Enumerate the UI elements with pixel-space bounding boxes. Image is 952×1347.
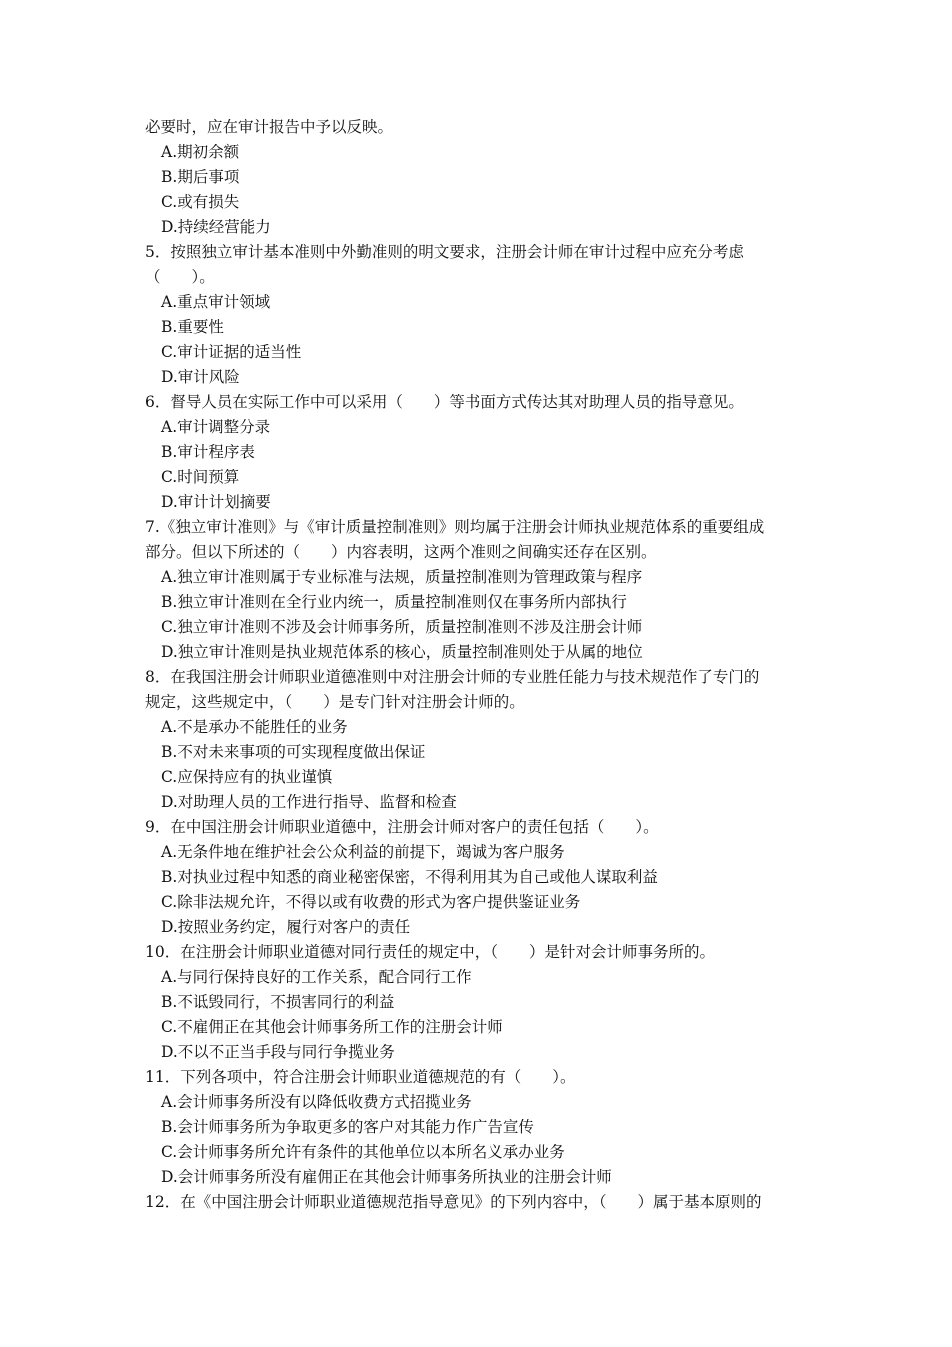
answer-option: C.会计师事务所允许有条件的其他单位以本所名义承办业务 <box>161 1143 565 1161</box>
answer-option: B.审计程序表 <box>161 443 255 461</box>
question-text: 5．按照独立审计基本准则中外勤准则的明文要求，注册会计师在审计过程中应充分考虑 <box>145 243 744 261</box>
answer-option: D.不以不正当手段与同行争揽业务 <box>161 1043 395 1061</box>
answer-option: D.审计风险 <box>161 368 240 386</box>
answer-option: C.不雇佣正在其他会计师事务所工作的注册会计师 <box>161 1018 503 1036</box>
answer-option: B.重要性 <box>161 318 224 336</box>
answer-option: B.不诋毁同行，不损害同行的利益 <box>161 993 395 1011</box>
answer-option: D.对助理人员的工作进行指导、监督和检查 <box>161 793 457 811</box>
answer-option: D.审计计划摘要 <box>161 493 271 511</box>
answer-option: A.不是承办不能胜任的业务 <box>161 718 348 736</box>
answer-option: D.独立审计准则是执业规范体系的核心，质量控制准则处于从属的地位 <box>161 643 643 661</box>
question-text: 9．在中国注册会计师职业道德中，注册会计师对客户的责任包括（ ）。 <box>145 818 659 836</box>
answer-option: B.期后事项 <box>161 168 240 186</box>
answer-option: C.或有损失 <box>161 193 240 211</box>
answer-option: B.对执业过程中知悉的商业秘密保密，不得利用其为自己或他人谋取利益 <box>161 868 658 886</box>
answer-option: C.应保持应有的执业谨慎 <box>161 768 333 786</box>
question-text: （ ）。 <box>145 268 215 286</box>
answer-option: D.持续经营能力 <box>161 218 271 236</box>
answer-option: A.审计调整分录 <box>161 418 271 436</box>
answer-option: A.无条件地在维护社会公众利益的前提下，竭诚为客户服务 <box>161 843 565 861</box>
answer-option: D.按照业务约定，履行对客户的责任 <box>161 918 411 936</box>
answer-option: A.独立审计准则属于专业标准与法规，质量控制准则为管理政策与程序 <box>161 568 643 586</box>
question-text: 8．在我国注册会计师职业道德准则中对注册会计师的专业胜任能力与技术规范作了专门的 <box>145 668 760 686</box>
question-text: 必要时，应在审计报告中予以反映。 <box>145 118 394 136</box>
answer-option: C.除非法规允许，不得以或有收费的形式为客户提供鉴证业务 <box>161 893 581 911</box>
question-text: 10．在注册会计师职业道德对同行责任的规定中，（ ）是针对会计师事务所的。 <box>145 943 715 961</box>
answer-option: C.独立审计准则不涉及会计师事务所，质量控制准则不涉及注册会计师 <box>161 618 643 636</box>
question-text: 12．在《中国注册会计师职业道德规范指导意见》的下列内容中，（ ）属于基本原则的 <box>145 1193 762 1211</box>
question-text: 规定，这些规定中，（ ）是专门针对注册会计师的。 <box>145 693 525 711</box>
answer-option: A.会计师事务所没有以降低收费方式招揽业务 <box>161 1093 472 1111</box>
answer-option: B.独立审计准则在全行业内统一，质量控制准则仅在事务所内部执行 <box>161 593 627 611</box>
answer-option: B.不对未来事项的可实现程度做出保证 <box>161 743 426 761</box>
answer-option: A.期初余额 <box>161 143 240 161</box>
answer-option: B.会计师事务所为争取更多的客户对其能力作广告宣传 <box>161 1118 534 1136</box>
answer-option: D.会计师事务所没有雇佣正在其他会计师事务所执业的注册会计师 <box>161 1168 612 1186</box>
question-text: 11．下列各项中，符合注册会计师职业道德规范的有（ ）。 <box>145 1068 576 1086</box>
question-text: 部分。但以下所述的（ ）内容表明，这两个准则之间确实还存在区别。 <box>145 543 657 561</box>
answer-option: C.时间预算 <box>161 468 240 486</box>
answer-option: C.审计证据的适当性 <box>161 343 302 361</box>
question-text: 7.《独立审计准则》与《审计质量控制准则》则均属于注册会计师执业规范体系的重要组成 <box>145 518 765 536</box>
answer-option: A.与同行保持良好的工作关系，配合同行工作 <box>161 968 472 986</box>
question-list <box>145 115 825 1215</box>
answer-option: A.重点审计领域 <box>161 293 271 311</box>
question-text: 6．督导人员在实际工作中可以采用（ ）等书面方式传达其对助理人员的指导意见。 <box>145 393 744 411</box>
